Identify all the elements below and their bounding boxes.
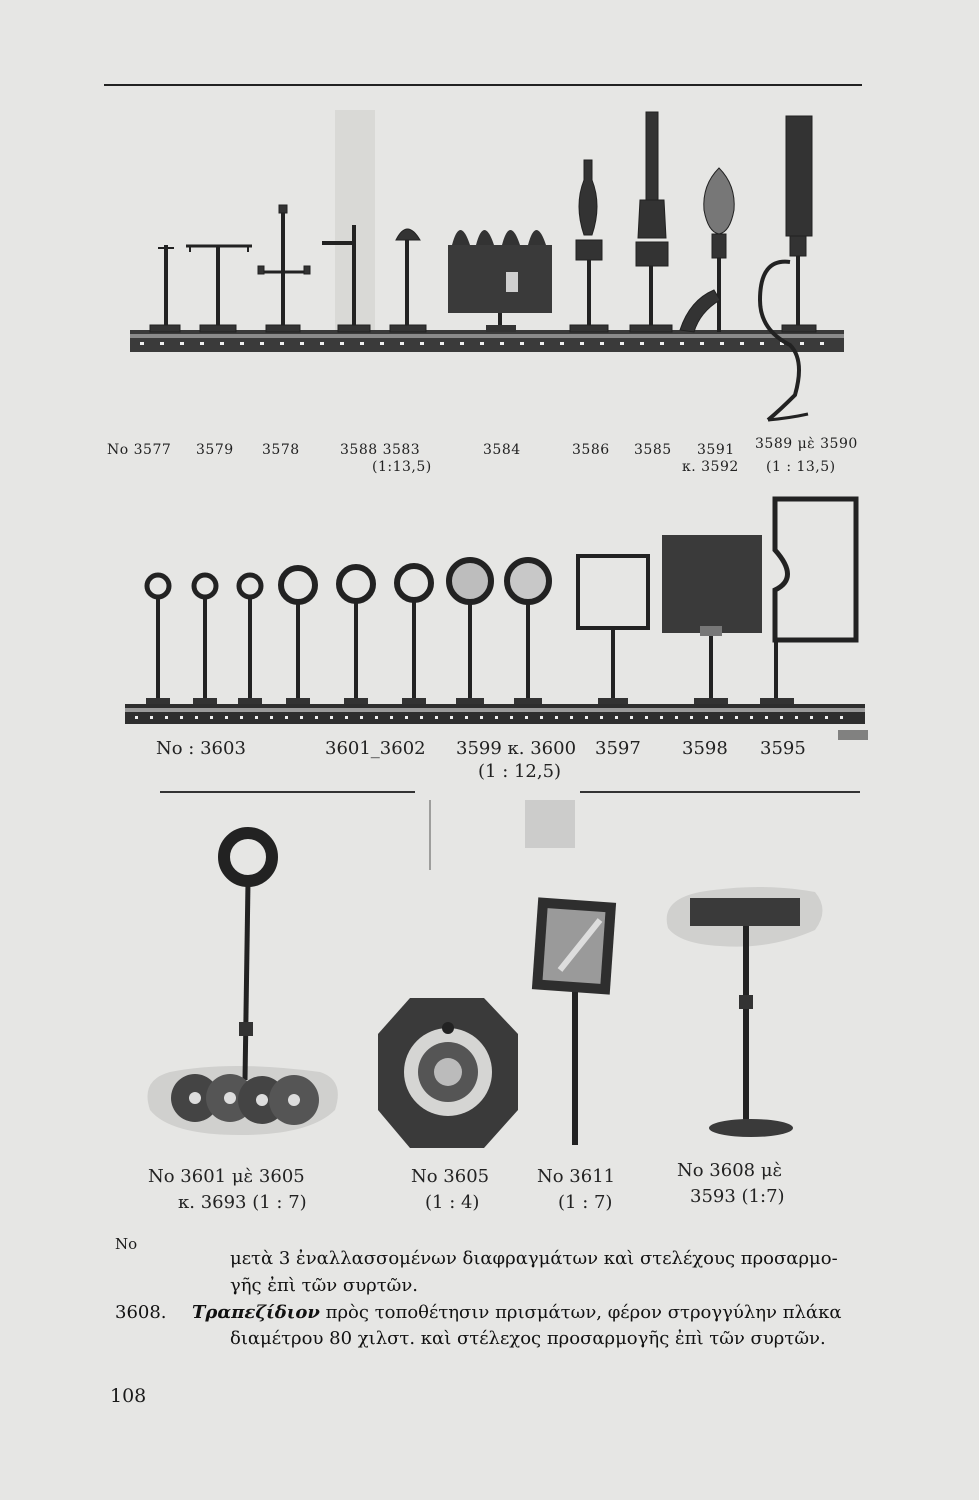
lamp-3585: [630, 112, 672, 332]
label-3597: 3597: [595, 738, 641, 759]
item-number: 3608.: [115, 1302, 167, 1323]
label-3586: 3586: [572, 442, 610, 458]
caption-3605-scale: (1 : 4): [425, 1192, 480, 1213]
label-3599-3600: 3599 κ. 3600: [456, 738, 577, 759]
label-3579: 3579: [196, 442, 234, 458]
label-3577: No 3577: [107, 442, 172, 458]
label-3584: 3584: [483, 442, 521, 458]
ring-bases: [146, 698, 542, 704]
caption-3605: No 3605: [411, 1166, 490, 1187]
label-3588-3583: 3588 3583: [340, 442, 421, 458]
label-scale-3: (1 : 12,5): [478, 761, 562, 782]
caption-3608: No 3608 μὲ: [677, 1160, 783, 1181]
stand-3577: [150, 245, 180, 332]
caption-3601: No 3601 μὲ 3605: [148, 1166, 305, 1187]
screen-3598: [662, 535, 762, 704]
label-scale-2: (1 : 13,5): [766, 459, 836, 475]
bench-rail: [130, 330, 844, 352]
figure-optical-bench-stands: [0, 0, 979, 480]
label-scale-1: (1:13,5): [372, 459, 432, 475]
label-3603: No : 3603: [156, 738, 246, 759]
figure-apparatus-details: [0, 780, 979, 1170]
caption-3693: κ. 3693 (1 : 7): [178, 1192, 307, 1213]
stand-3579: [186, 245, 252, 332]
label-3595: 3595: [760, 738, 806, 759]
ring-holders: [147, 560, 549, 704]
stand-3578: [258, 205, 310, 332]
lamp-3586: [570, 160, 608, 332]
iris-diaphragm-3605: [378, 998, 518, 1148]
label-3578: 3578: [262, 442, 300, 458]
stand-3583: [390, 229, 426, 332]
arc-lamp-3589: [760, 116, 816, 420]
item-title: Τραπεζίδιον: [192, 1302, 320, 1323]
box-3584: [448, 230, 552, 332]
ring-holder-with-disks: [148, 833, 338, 1135]
text-line-1: μετὰ 3 ἐναλλασσομένων διαφραγμάτων καὶ στελέχους προσαρμο-: [230, 1248, 838, 1269]
prism-table-3608: [667, 887, 823, 1137]
bulb-3591: [680, 168, 734, 332]
label-3592: κ. 3592: [682, 459, 739, 475]
item-3608-line-1: [115, 1302, 842, 1323]
screen-3595: [760, 499, 856, 704]
caption-3611: No 3611: [537, 1166, 616, 1187]
item-3608-line-2: διαμέτρου 80 χιλστ. καὶ στέλεχος προσαρμογῆς ἐπὶ τῶν συρτῶν.: [230, 1328, 826, 1349]
caption-3593: 3593 (1:7): [690, 1186, 785, 1207]
caption-3611-scale: (1 : 7): [558, 1192, 613, 1213]
page-number: 108: [110, 1385, 147, 1407]
no-marker: No: [115, 1235, 138, 1253]
label-3589-3590: 3589 μὲ 3590: [755, 436, 858, 452]
text-line-2: γῆς ἐπὶ τῶν συρτῶν.: [230, 1275, 419, 1296]
label-3585: 3585: [634, 442, 672, 458]
screen-3597: [578, 556, 648, 704]
figure-ring-holders-rail: [0, 480, 979, 740]
label-3601-3602: 3601_3602: [325, 738, 426, 759]
label-3591: 3591: [697, 442, 735, 458]
mirror-3611: [532, 897, 616, 1145]
label-3598: 3598: [682, 738, 728, 759]
item-line1-rest: πρὸς τοποθέτησιν πρισμάτων, φέρον στρογγύλην πλάκα: [319, 1302, 842, 1323]
